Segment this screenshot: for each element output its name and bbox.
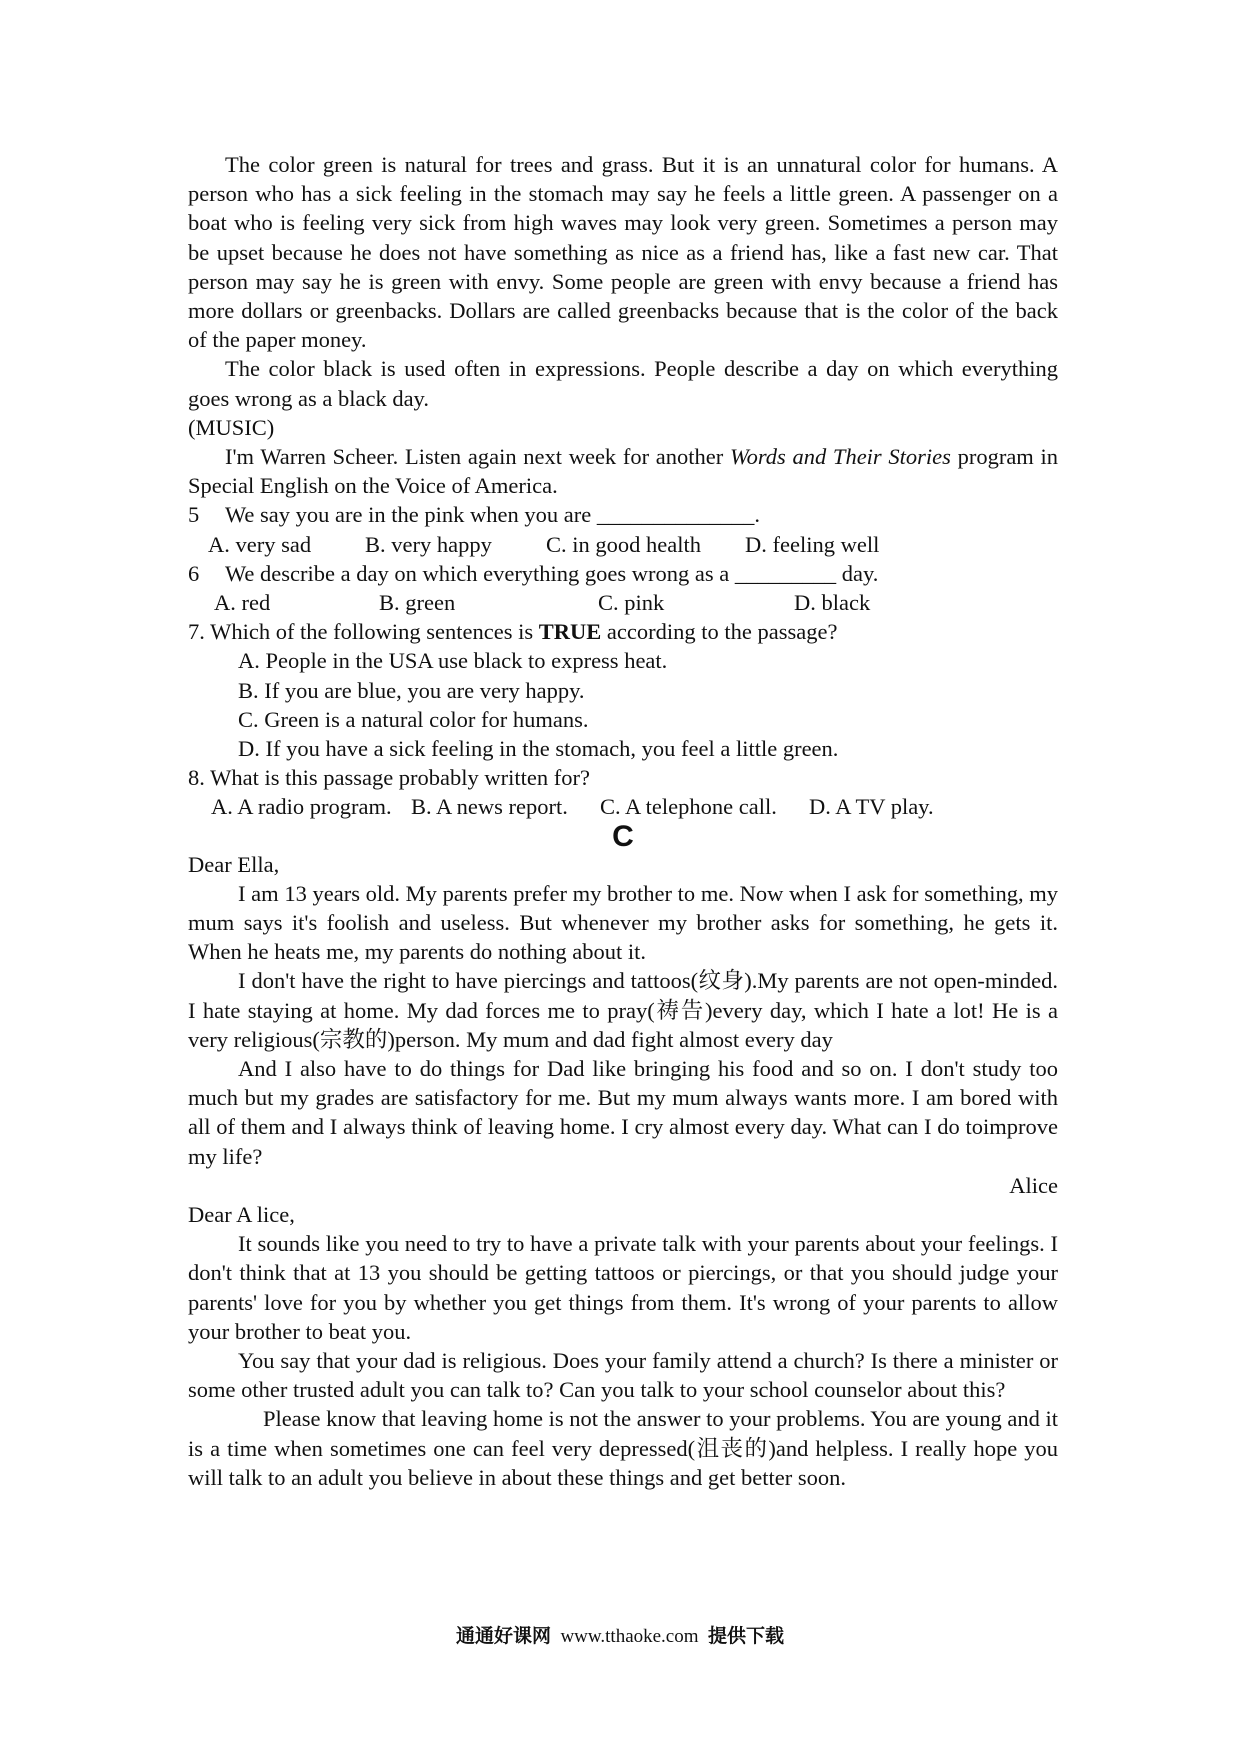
question-stem-after: according to the passage? xyxy=(601,619,838,645)
reply-greeting: Dear A lice, xyxy=(188,1202,295,1228)
program-outro xyxy=(188,442,1058,500)
option-a: A. A radio program. xyxy=(211,794,392,820)
letter-paragraph: And I also have to do things for Dad like bringing his food and so on. I don't study too much but my grades are satisfactory for me. But my mum always wants more. I am bored with all of them and I always think of leaving home. I cry almost every day. What can I do toimprove my life? xyxy=(188,1056,1058,1169)
outro-text-after: program in Special English on the Voice of America. xyxy=(188,444,1058,499)
option-c: C. Green is a natural color for humans. xyxy=(238,706,589,732)
document-body xyxy=(188,150,1058,1492)
question-stem: We describe a day on which everything goes wrong as a _________ day. xyxy=(225,560,879,586)
reply-paragraph: It sounds like you need to try to have a private talk with your parents about your feelings. I don't think that at 13 you should be getting tattoos or piercings, or that you should judge your parents' love for you by whether you get things from them. It's wrong of your parents to allow your brother to beat you. xyxy=(188,1231,1058,1344)
question-5 xyxy=(188,500,1058,529)
question-8-options xyxy=(188,792,1058,821)
option-d: D. If you have a sick feeling in the stomach, you feel a little green. xyxy=(238,736,839,762)
option-d: D. A TV play. xyxy=(809,794,934,820)
footer-brand: 通通好课网 xyxy=(455,1625,551,1647)
outro-text-before: I'm Warren Scheer. Listen again next week for another xyxy=(225,444,730,470)
paragraph-green: The color green is natural for trees and grass. But it is an unnatural color for humans. A person who has a sick feeling in the stomach may say he feels a little green. A passenger on a boat who is feeling very sick from high waves may look very green. Sometimes a person may be upset because he does not have something as nice as a friend has, like a fast new car. That person may say he is green with envy. Some people are green with envy because a friend has more dollars or greenbacks. Dollars are called greenbacks because that is the color of the back of the paper money. xyxy=(188,152,1058,353)
question-6 xyxy=(188,559,1058,588)
page-footer xyxy=(0,1621,1240,1648)
option-a: A. very sad xyxy=(208,531,312,557)
footer-url[interactable]: www.tthaoke.com xyxy=(560,1626,699,1647)
music-cue: (MUSIC) xyxy=(188,414,275,440)
option-c: C. in good health xyxy=(546,531,701,557)
question-stem-before: 7. Which of the following sentences is xyxy=(188,619,539,645)
letter-signature: Alice xyxy=(1009,1172,1058,1198)
letter-paragraph: I am 13 years old. My parents prefer my brother to me. Now when I ask for something, my mum says it's foolish and useless. But whenever my brother asks for something, he gets it. When he heats me, my parents do nothing about it. xyxy=(188,880,1058,965)
paragraph-black: The color black is used often in expressions. People describe a day on which everything goes wrong as a black day. xyxy=(188,356,1058,411)
option-b: B. If you are blue, you are very happy. xyxy=(238,677,585,703)
question-emphasis: TRUE xyxy=(538,619,602,645)
option-d: D. feeling well xyxy=(745,531,880,557)
question-number: 5 xyxy=(188,502,200,528)
option-d: D. black xyxy=(794,590,871,616)
question-5-options xyxy=(188,530,1058,559)
letter-greeting: Dear Ella, xyxy=(188,851,280,877)
option-b: B. green xyxy=(379,590,456,616)
question-stem: We say you are in the pink when you are ______________. xyxy=(225,502,760,528)
section-heading-c: C xyxy=(612,819,634,853)
question-number: 6 xyxy=(188,560,200,586)
question-6-options xyxy=(188,588,1058,617)
option-a: A. red xyxy=(214,590,271,616)
option-b: B. very happy xyxy=(365,531,492,557)
option-a: A. People in the USA use black to express heat. xyxy=(238,648,668,674)
program-title: Words and Their Stories xyxy=(729,444,951,470)
option-c: C. A telephone call. xyxy=(600,794,777,820)
reply-paragraph: Please know that leaving home is not the answer to your problems. You are young and it is a time when sometimes one can feel very depressed(沮丧的)and helpless. I really hope you will talk to an adult you believe in about these things and get better soon. xyxy=(188,1406,1058,1490)
letter-paragraph: I don't have the right to have piercings and tattoos(纹身).My parents are not open-minded. I hate staying at home. My dad forces me to pray(祷告)every day, which I hate a lot! He is a very religious(宗教的)person. My mum and dad fight almost every day xyxy=(188,968,1058,1052)
reply-paragraph: You say that your dad is religious. Does your family attend a church? Is there a minister or some other trusted adult you can talk to? Can you talk to your school counselor about this? xyxy=(188,1348,1058,1403)
footer-tail: 提供下载 xyxy=(708,1625,785,1647)
option-b: B. A news report. xyxy=(411,794,568,820)
question-8: 8. What is this passage probably written for? xyxy=(188,765,590,791)
option-c: C. pink xyxy=(598,590,665,616)
question-7 xyxy=(188,617,1058,646)
